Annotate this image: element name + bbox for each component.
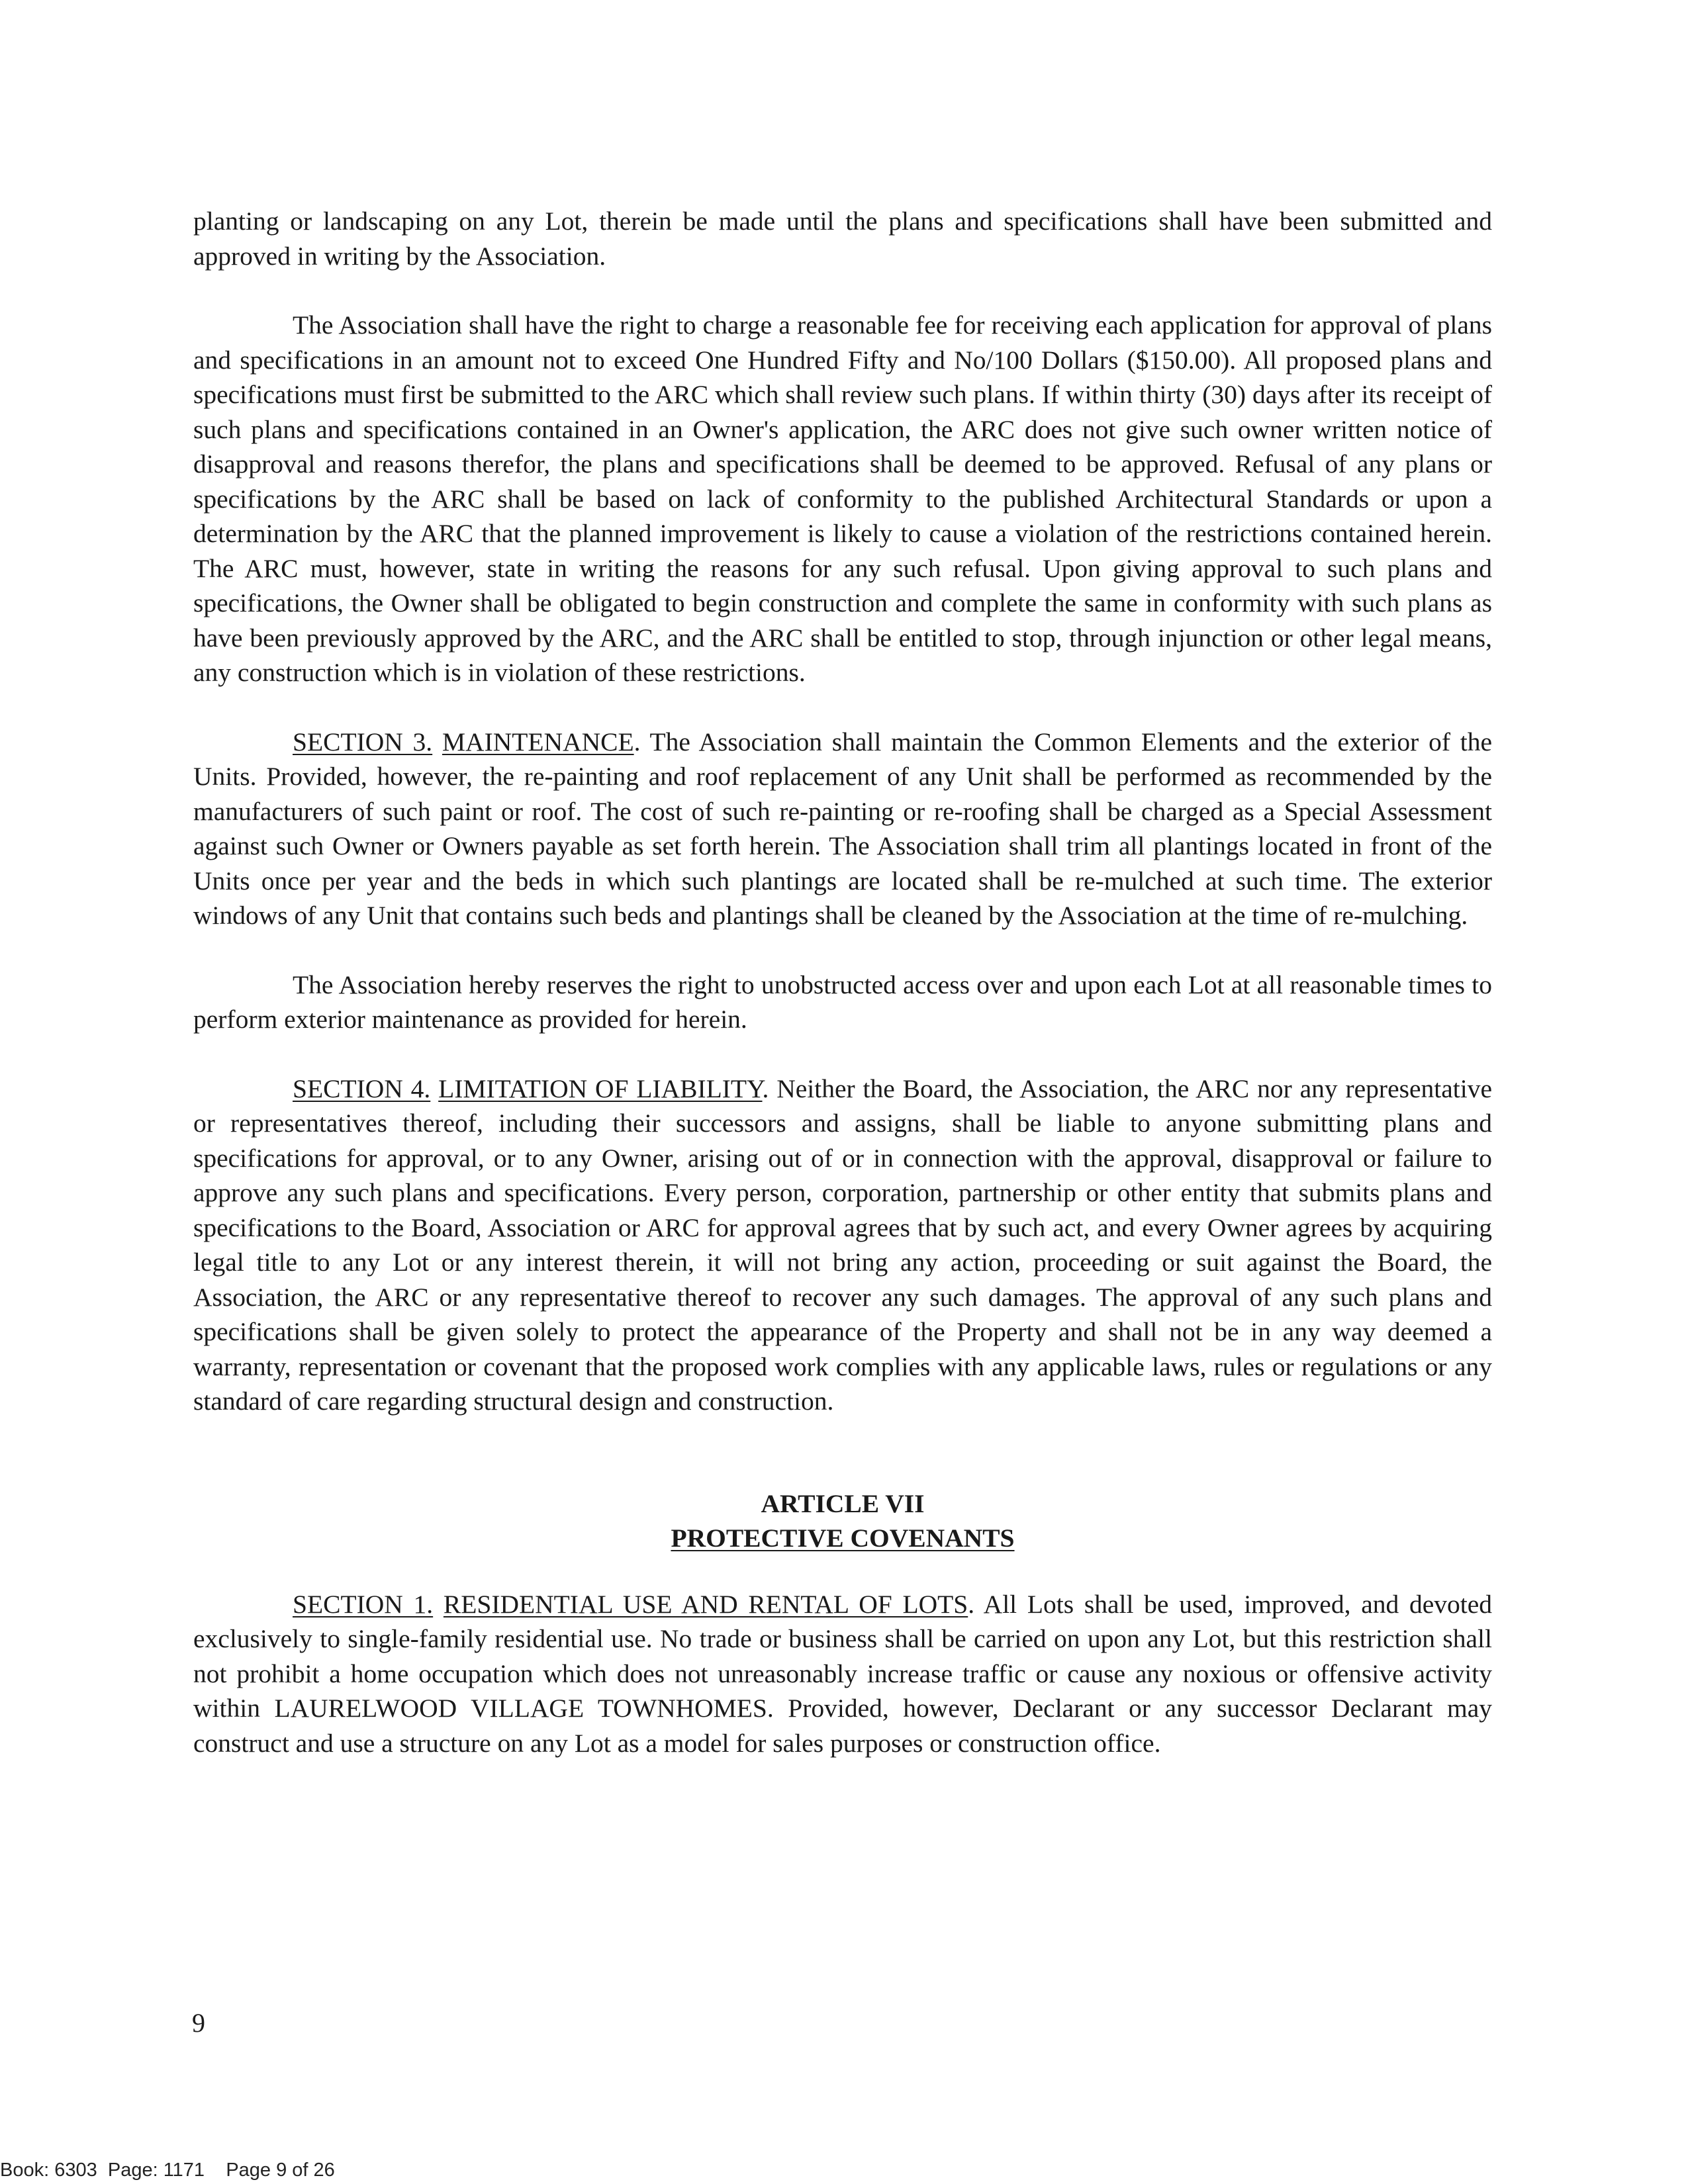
paragraph-access-rights: The Association hereby reserves the right to unobstructed access over and upon each Lot at all reasonable times to perform exterior maintenance as provided for herein. [193, 970, 1492, 1034]
section-1-residential-use [193, 1587, 1492, 1761]
footer-book: Book: 6303 [0, 2160, 97, 2181]
footer-book-page [0, 2159, 205, 2181]
footer-page: Page: 1171 [107, 2160, 205, 2181]
article-number: ARTICLE VII [761, 1488, 925, 1518]
section-3-maintenance [193, 725, 1492, 933]
article-title: PROTECTIVE COVENANTS [671, 1523, 1015, 1553]
paragraph-application-fee: The Association shall have the right to charge a reasonable fee for receiving each application for approval of plans and specifications in an amount not to exceed One Hundred Fifty and No/100 Dollars ($150.00). All proposed plans and specifications must first be submitted to the ARC which shall review such plans. If within thirty (30) days after its receipt of such plans and specifications contained in an Owner's application, the ARC does not give such owner written notice of disapproval and reasons therefor, the plans and specifications shall be deemed to be approved. Refusal of any plans or specifications by the ARC shall be based on lack of conformity to the published Architectural Standards or upon a determination by the ARC that the planned improvement is likely to cause a violation of the restrictions contained herein. The ARC must, however, state in writing the reasons for any such refusal. Upon giving approval to such plans and specifications, the Owner shall be obligated to begin construction and complete the same in conformity with such plans as have been previously approved by the ARC, and the ARC shall be entitled to stop, through injunction or other legal means, any construction which is in violation of these restrictions. [193, 310, 1492, 687]
page-number: 9 [192, 2008, 205, 2038]
section-1-heading: RESIDENTIAL USE AND RENTAL OF LOTS [443, 1589, 968, 1619]
section-1-label: SECTION 1. [293, 1589, 434, 1619]
section-3-heading: MAINTENANCE [442, 727, 634, 756]
recording-footer [0, 2159, 335, 2181]
section-1-text: . All Lots shall be used, improved, and devoted exclusively to single-family residential use. No trade or business shall be carried on upon any Lot, but this restriction shall not prohibit a home occupation which does not unreasonably increase traffic or cause any noxious or offensive activity within LAURELWOOD VILLAGE TOWNHOMES. Provided, however, Declarant or any successor Declarant may construct and use a structure on any Lot as a model for sales purposes or construction office. [193, 1589, 1493, 1758]
article-heading [193, 1486, 1492, 1555]
paragraph-plans-approval-continued: planting or landscaping on any Lot, therein be made until the plans and specifications shall have been submitted and approved in writing by the Association. [193, 206, 1492, 271]
section-4-text: . Neither the Board, the Association, the ARC nor any representative or representatives thereof, including their successors and assigns, shall be liable to anyone submitting plans and specifications for approval, or to any Owner, arising out of or in connection with the approval, disapproval or failure to approve any such plans and specifications. Every person, corporation, partnership or other entity that submits plans and specifications to the Board, Association or ARC for approval agrees that by such act, and every Owner agrees by acquiring legal title to any Lot or any interest therein, it will not bring any action, proceeding or suit against the Board, the Association, the ARC or any representative thereof to recover any such damages. The approval of any such plans and specifications shall be given solely to protect the appearance of the Property and shall not be in any way deemed a warranty, representation or covenant that the proposed work complies with any applicable laws, rules or regulations or any standard of care regarding structural design and construction. [193, 1073, 1493, 1416]
section-4-label: SECTION 4. [293, 1073, 431, 1103]
section-4-heading: LIMITATION OF LIABILITY [438, 1073, 763, 1103]
section-4-limitation-of-liability [193, 1071, 1492, 1419]
section-3-text: . The Association shall maintain the Common Elements and the exterior of the Units. Provided, however, the re-painting and roof replacement of any Unit shall be performed as recommended by the manufacturers of such paint or roof. The cost of such re-painting or re-roofing shall be charged as a Special Assessment against such Owner or Owners payable as set forth herein. The Association shall trim all plantings located in front of the Units once per year and the beds in which such plantings are located shall be re-mulched at such time. The exterior windows of any Unit that contains such beds and plantings shall be cleaned by the Association at the time of re-mulching. [193, 727, 1492, 930]
footer-page-of: Page 9 of 26 [226, 2160, 335, 2181]
document-body [193, 204, 1492, 1760]
section-3-label: SECTION 3. [293, 727, 433, 756]
